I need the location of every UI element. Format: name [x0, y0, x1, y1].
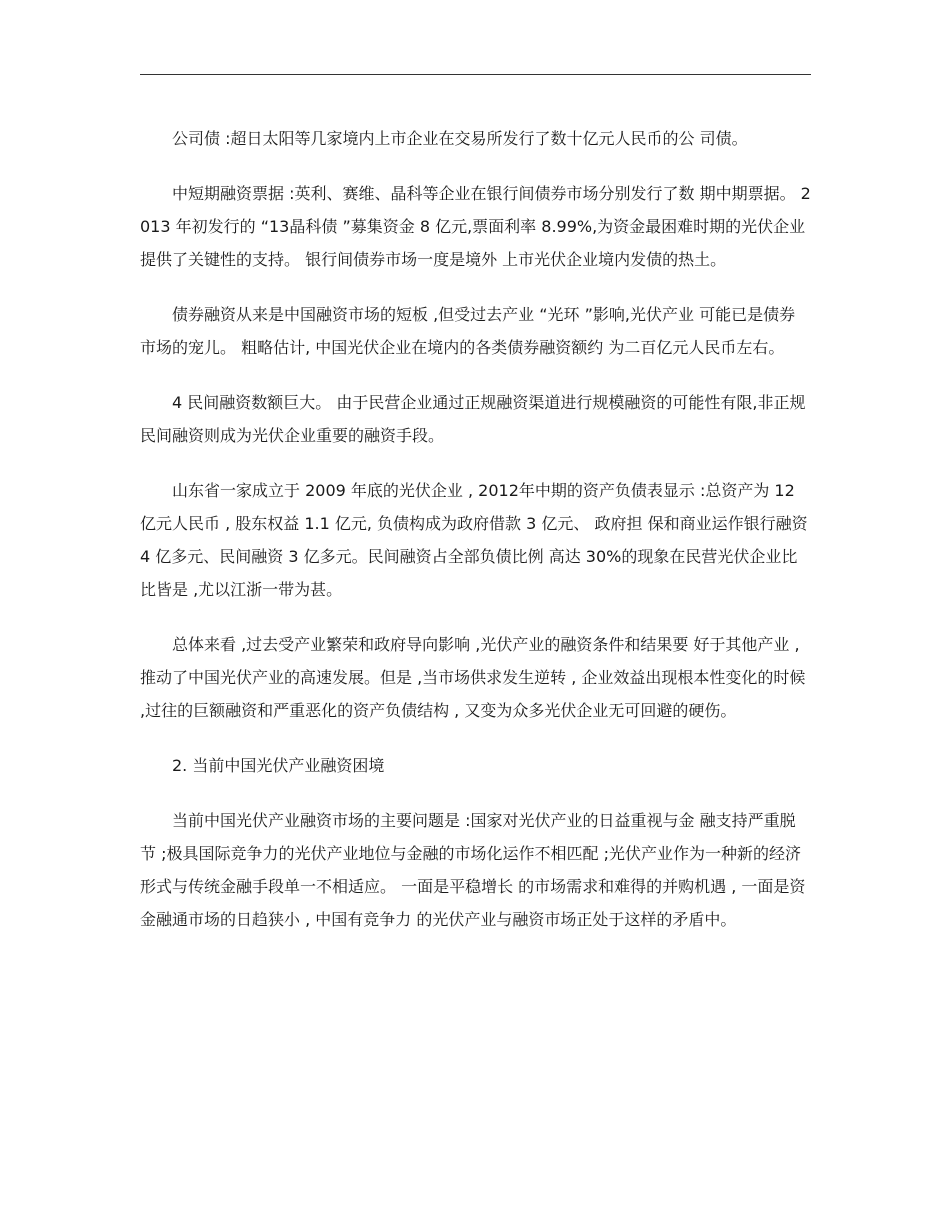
- document-body: [140, 122, 811, 958]
- paragraph-short-medium-term-notes: 中短期融资票据 :英利、赛维、晶科等企业在银行间债券市场分别发行了数 期中期票据。 2013 年初发行的 “13晶科债 ”募集资金 8 亿元,票面利率 8.99%,为资金最困难时期的光伏企业提供了关键性的支持。 银行间债券市场一度是境外 上市光伏企业境内发债的热土。: [140, 184, 811, 269]
- header-rule: [140, 74, 811, 75]
- paragraph-bond-financing: 债券融资从来是中国融资市场的短板 ,但受过去产业 “光环 ”影响,光伏产业 可能已是债券市场的宠儿。 粗略估计, 中国光伏企业在境内的各类债券融资额约 为二百亿元人民币左右。: [140, 305, 796, 357]
- section-heading: 2. 当前中国光伏产业融资困境: [172, 756, 385, 775]
- paragraph-current-dilemma: 当前中国光伏产业融资市场的主要问题是 :国家对光伏产业的日益重视与金 融支持严重脱节 ;极具国际竞争力的光伏产业地位与金融的市场化运作不相匹配 ;光伏产业作为一种新的经济形式与传统金融手段单一不相适应。 一面是平稳增长 的市场需求和难得的并购机遇 , 一面是资金融通市场的日趋狭小 , 中国有竞争力 的光伏产业与融资市场正处于这样的矛盾中。: [140, 811, 806, 929]
- paragraph-overall-summary: 总体来看 ,过去受产业繁荣和政府导向影响 ,光伏产业的融资条件和结果要 好于其他产业 ,推动了中国光伏产业的高速发展。但是 ,当市场供求发生逆转 , 企业效益出现根本性变化的时候 ,过往的巨额融资和严重恶化的资产负债结构 , 又变为众多光伏企业无可回避的硬伤。: [140, 635, 811, 720]
- paragraph-private-lending: 4 民间融资数额巨大。 由于民营企业通过正规融资渠道进行规模融资的可能性有限,非正规民间融资则成为光伏企业重要的融资手段。: [140, 393, 806, 445]
- paragraph-corporate-bonds: 公司债 :超日太阳等几家境内上市企业在交易所发行了数十亿元人民币的公 司债。: [172, 129, 748, 148]
- paragraph-shandong-example: 山东省一家成立于 2009 年底的光伏企业 , 2012年中期的资产负债表显示 :总资产为 12 亿元人民币 , 股东权益 1.1 亿元, 负债构成为政府借款 3 亿元、 政府担 保和商业运作银行融资 4 亿多元、民间融资 3 亿多元。民间融资占全部负债比例 高达 30%的现象在民营光伏企业比比皆是 ,尤以江浙一带为甚。: [140, 481, 813, 599]
